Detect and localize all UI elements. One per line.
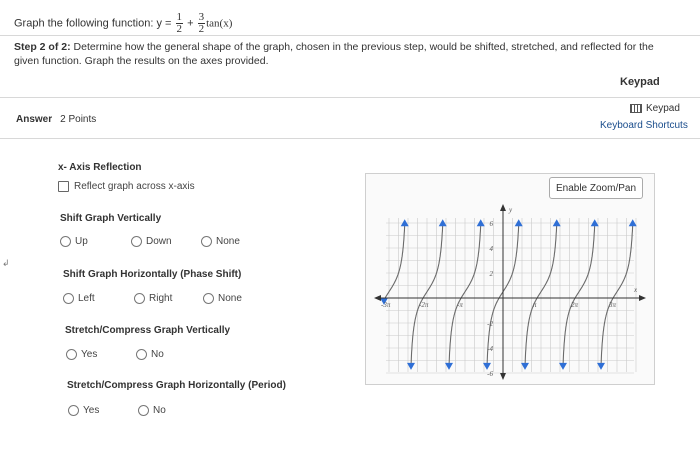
shift-horizontal-title: Shift Graph Horizontally (Phase Shift): [63, 269, 242, 280]
step-instructions: [14, 40, 674, 68]
curve-arrow-up: [477, 219, 485, 226]
curve-arrow-up: [629, 219, 637, 226]
function-name: tan(x): [206, 17, 233, 30]
x-reflection-title: x- Axis Reflection: [58, 162, 142, 173]
shift-vertical-down[interactable]: Down: [131, 236, 172, 247]
side-arrow-icon: ↲: [2, 258, 10, 268]
keypad-icon: [630, 104, 642, 113]
y-tick-label: -2: [487, 320, 493, 328]
axes: [374, 204, 646, 380]
stretch-horizontal-no[interactable]: No: [138, 405, 166, 416]
y-tick-label: 6: [489, 220, 493, 228]
answer-points: 2 Points: [60, 114, 97, 125]
x-tick-label: 2π: [571, 301, 579, 309]
question-prefix: Graph the following function: y =: [14, 17, 172, 30]
reflect-checkbox[interactable]: [58, 181, 69, 192]
tick-labels: [381, 206, 638, 378]
shift-vertical-up[interactable]: Up: [60, 236, 88, 247]
shift-horizontal-left[interactable]: Left: [63, 293, 95, 304]
x-tick-label: -π: [457, 301, 463, 309]
y-axis-arrow: [500, 373, 506, 380]
step-body: Determine how the general shape of the graph, chosen in the previous step, would be shifted, stretched, and reflected for the given function. Graph the results on the axes provided.: [14, 41, 654, 67]
x-tick-label: -2π: [419, 301, 429, 309]
grid-lines: [386, 218, 636, 373]
fraction-two: $\frac{3}{2}$: [198, 11, 205, 35]
keypad-button[interactable]: Keypad: [620, 76, 660, 88]
stretch-vertical-no[interactable]: No: [136, 349, 164, 360]
x-tick-label: 3π: [609, 301, 617, 309]
y-tick-label: -6: [487, 370, 493, 378]
shift-vertical-none[interactable]: None: [201, 236, 240, 247]
reflect-checkbox-option[interactable]: Reflect graph across x-axis: [58, 181, 195, 192]
y-tick-label: 4: [489, 245, 493, 253]
x-axis-arrow: [374, 295, 381, 301]
curve-arrow-up: [591, 219, 599, 226]
answer-label: Answer: [16, 114, 53, 125]
x-tick-label: π: [533, 301, 537, 309]
shift-horizontal-right[interactable]: Right: [134, 293, 172, 304]
y-axis-label: y: [509, 206, 513, 214]
x-axis-arrow: [639, 295, 646, 301]
curve-arrow-up: [401, 219, 409, 226]
x-tick-label: -3π: [381, 301, 391, 309]
enable-zoom-pan-button[interactable]: Enable Zoom/Pan: [549, 177, 643, 199]
step-label: Step 2 of 2:: [14, 41, 71, 53]
divider: [0, 35, 700, 36]
curve-arrow-up: [439, 219, 447, 226]
x-axis-label: x: [634, 286, 638, 294]
keyboard-shortcuts-link[interactable]: Keyboard Shortcuts: [600, 120, 688, 131]
answer-header: [16, 114, 96, 125]
plus-sign: +: [187, 17, 194, 30]
stretch-vertical-yes[interactable]: Yes: [66, 349, 97, 360]
stretch-horizontal-title: Stretch/Compress Graph Horizontally (Period): [67, 380, 286, 391]
graph-canvas[interactable]: [372, 200, 648, 380]
y-tick-label: 2: [489, 270, 493, 278]
curve-arrow-up: [515, 219, 523, 226]
shift-horizontal-none[interactable]: None: [203, 293, 242, 304]
divider: [0, 97, 700, 98]
y-axis-arrow: [500, 204, 506, 211]
curve-arrow-up: [553, 219, 561, 226]
y-tick-label: -4: [487, 345, 493, 353]
question-text: [14, 12, 232, 35]
fraction-one: $\frac{1}{2}$: [176, 11, 183, 35]
stretch-horizontal-yes[interactable]: Yes: [68, 405, 99, 416]
keypad-link[interactable]: Keypad: [630, 103, 680, 114]
divider: [0, 138, 700, 139]
stretch-vertical-title: Stretch/Compress Graph Vertically: [65, 325, 231, 336]
shift-vertical-title: Shift Graph Vertically: [60, 213, 162, 224]
